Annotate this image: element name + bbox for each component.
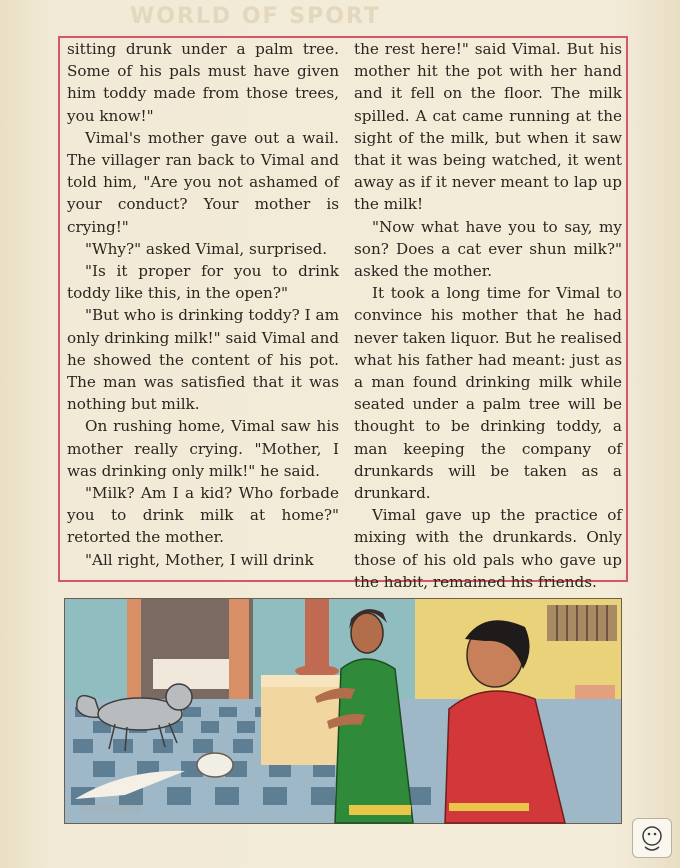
chest-top [575,685,615,701]
paragraph: sitting drunk under a palm tree. Some of his pals must have given him toddy made from those trees, you know!" [67,40,339,125]
pillar [305,599,329,669]
paragraph: Vimal gave up the practice of mixing with the drunkards. Only those of his old pals who gave up the habit, remained his friends. [354,506,622,591]
paragraph: "All right, Mother, I will drink [85,550,314,569]
paragraph: "Why?" asked Vimal, surprised. [85,239,328,258]
stamp-face-icon [633,819,671,857]
story-column-right [354,38,622,591]
paragraph: "Milk? Am I a kid? Who forbade you to drink milk at home?" retorted the mother. [67,484,339,547]
bleed-through-header: WORLD OF SPORT [130,4,381,29]
doorway-light [153,659,233,689]
story-column-left [67,38,339,578]
paragraph: It took a long time for Vimal to convince his mother that he had never taken liquor. But he realised what his father had meant: just as a man found drinking milk while seated under a palm tree will be thought to be drinking toddy, a man keeping the company of drunkards will be taken as a drunkard. [354,284,622,503]
artist-signature-mark [81,805,141,813]
paragraph: Vimal's mother gave out a wail. The villager ran back to Vimal and told him, "Are you not ashamed of your conduct? Your mother is crying!" [67,128,339,236]
story-illustration [64,598,622,824]
paragraph: On rushing home, Vimal saw his mother really crying. "Mother, I was drinking only milk!" he said. [67,417,339,480]
door-left [127,599,141,704]
paragraph: "But who is drinking toddy? I am only drinking milk!" said Vimal and he showed the content of his pot. The man was satisfied that it was nothing but milk. [67,306,339,414]
paragraph: the rest here!" said Vimal. But his mother hit the pot with her hand and it fell on the floor. The milk spilled. A cat came running at the sight of the milk, but when it saw that it was being watched, it went away as if it never meant to lap up the milk! [354,40,622,214]
paragraph: "Is it proper for you to drink toddy like this, in the open?" [67,262,339,303]
paragraph: "Now what have you to say, my son? Does a cat ever shun milk?" asked the mother. [354,217,622,281]
door-right [229,599,249,704]
milk-pot [197,753,233,777]
library-stamp [632,818,672,858]
